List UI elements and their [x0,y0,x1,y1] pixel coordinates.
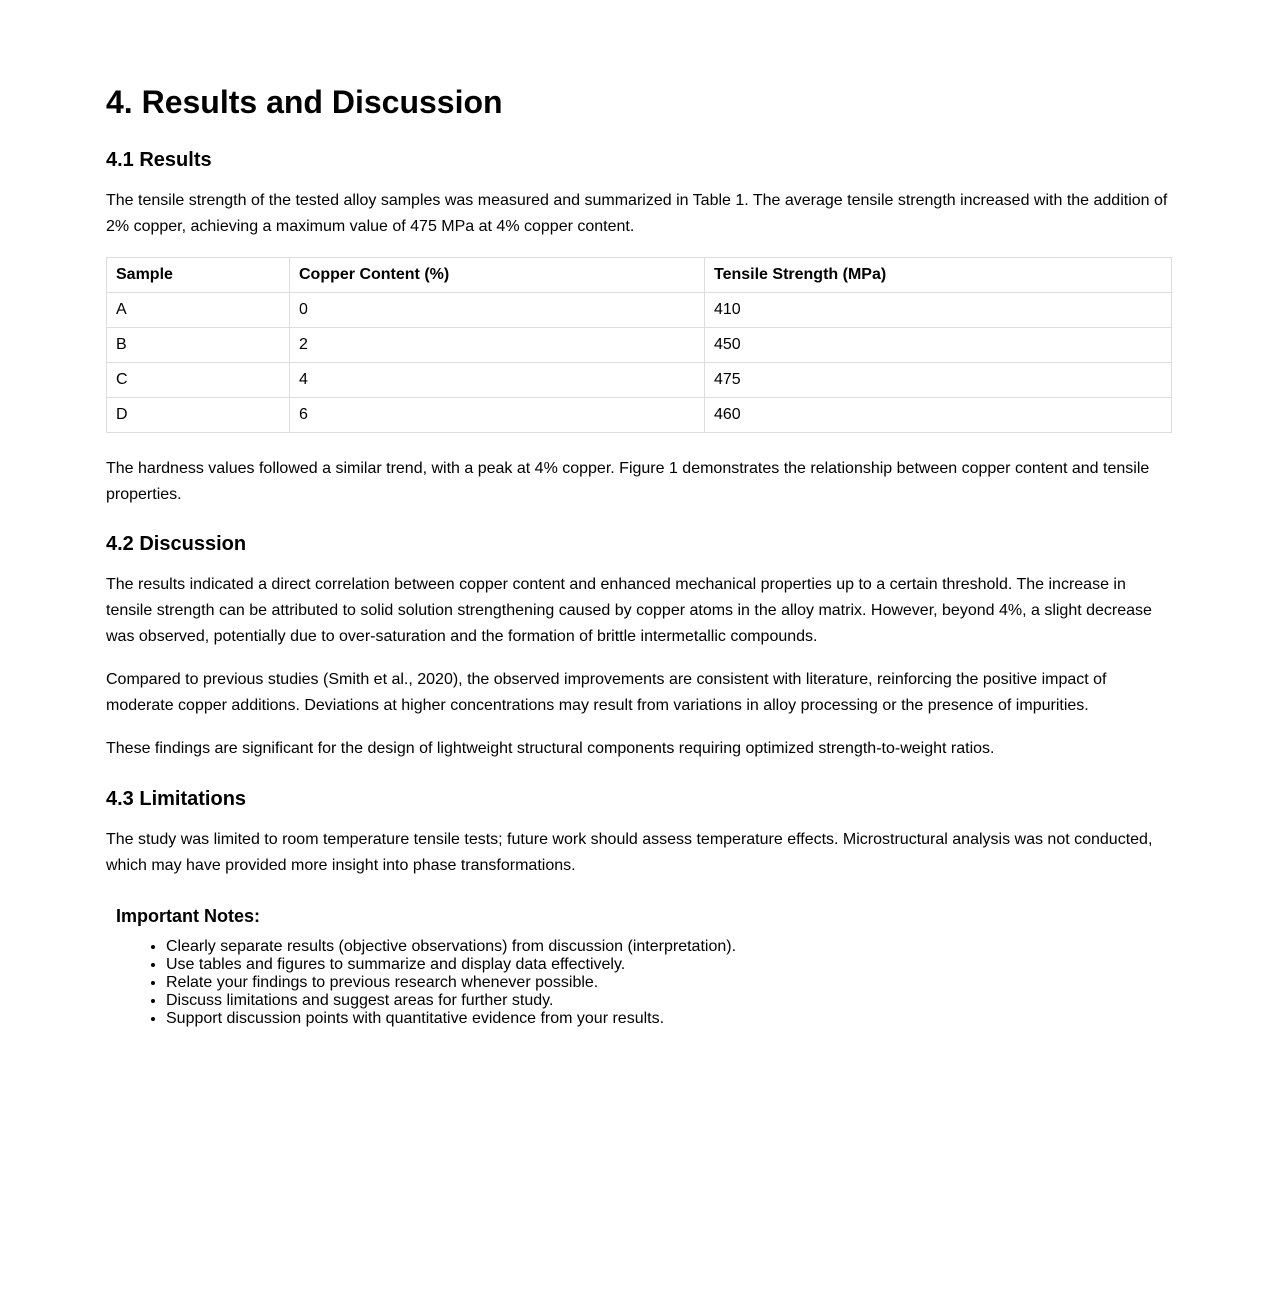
list-item: • Use tables and figures to summarize and display data effectively. [166,956,1172,974]
table-cell-sample: B [107,328,290,363]
limitations-paragraph: The study was limited to room temperature tensile tests; future work should assess temperature effects. Microstructural analysis was not conducted, which may have provided more insight into phase transformations. [106,831,1153,874]
hardness-paragraph: The hardness values followed a similar trend, with a peak at 4% copper. Figure 1 demonstrates the relationship between copper content and tensile properties. [106,460,1150,503]
discussion-paragraph: Compared to previous studies (Smith et al., 2020), the observed improvements are consistent with literature, reinforcing the positive impact of moderate copper additions. Deviations at higher concentrations may result from variations in alloy processing or the presence of impurities. [106,671,1107,714]
important-notes-title: Important Notes: [116,906,260,926]
table-cell-copper: 4 [290,363,705,398]
list-item: • Relate your findings to previous research whenever possible. [166,974,1172,992]
discussion-heading: 4.2 Discussion [106,533,247,555]
table-cell-strength: 475 [705,363,1172,398]
discussion-paragraph: These findings are significant for the design of lightweight structural components requiring optimized strength-to-weight ratios. [106,740,995,757]
table-cell-strength: 410 [705,293,1172,328]
table-row [107,293,1172,328]
column-header-copper-content: Copper Content (%) [290,258,705,293]
limitations-heading: 4.3 Limitations [106,788,247,810]
table-cell-sample: D [107,398,290,433]
table-cell-copper: 0 [290,293,705,328]
table-row [107,328,1172,363]
important-notes-box [106,902,1172,1028]
table-cell-sample: C [107,363,290,398]
results-intro-paragraph: The tensile strength of the tested alloy samples was measured and summarized in Table 1. The average tensile strength increased with the addition of 2% copper, achieving a maximum value of 475 MPa at 4% copper content. [106,192,1168,235]
page-title: 4. Results and Discussion [106,84,503,120]
results-heading: 4.1 Results [106,149,212,171]
tensile-strength-table [106,257,1172,433]
table-cell-sample: A [107,293,290,328]
table-cell-copper: 2 [290,328,705,363]
discussion-paragraph: The results indicated a direct correlation between copper content and enhanced mechanical properties up to a certain threshold. The increase in tensile strength can be attributed to solid solution strengthening caused by copper atoms in the alloy matrix. However, beyond 4%, a slight decrease was observed, potentially due to over-saturation and the formation of brittle intermetallic compounds. [106,576,1152,645]
table-header-row [107,258,1172,293]
list-item: • Discuss limitations and suggest areas for further study. [166,992,1172,1010]
table-row [107,363,1172,398]
table-row [107,398,1172,433]
list-item: • Support discussion points with quantitative evidence from your results. [166,1010,1172,1028]
table-cell-strength: 450 [705,328,1172,363]
column-header-sample: Sample [107,258,290,293]
table-cell-strength: 460 [705,398,1172,433]
column-header-tensile-strength: Tensile Strength (MPa) [705,258,1172,293]
list-item: • Clearly separate results (objective observations) from discussion (interpretation). [166,938,1172,956]
table-cell-copper: 6 [290,398,705,433]
important-notes-list [116,938,1172,1028]
